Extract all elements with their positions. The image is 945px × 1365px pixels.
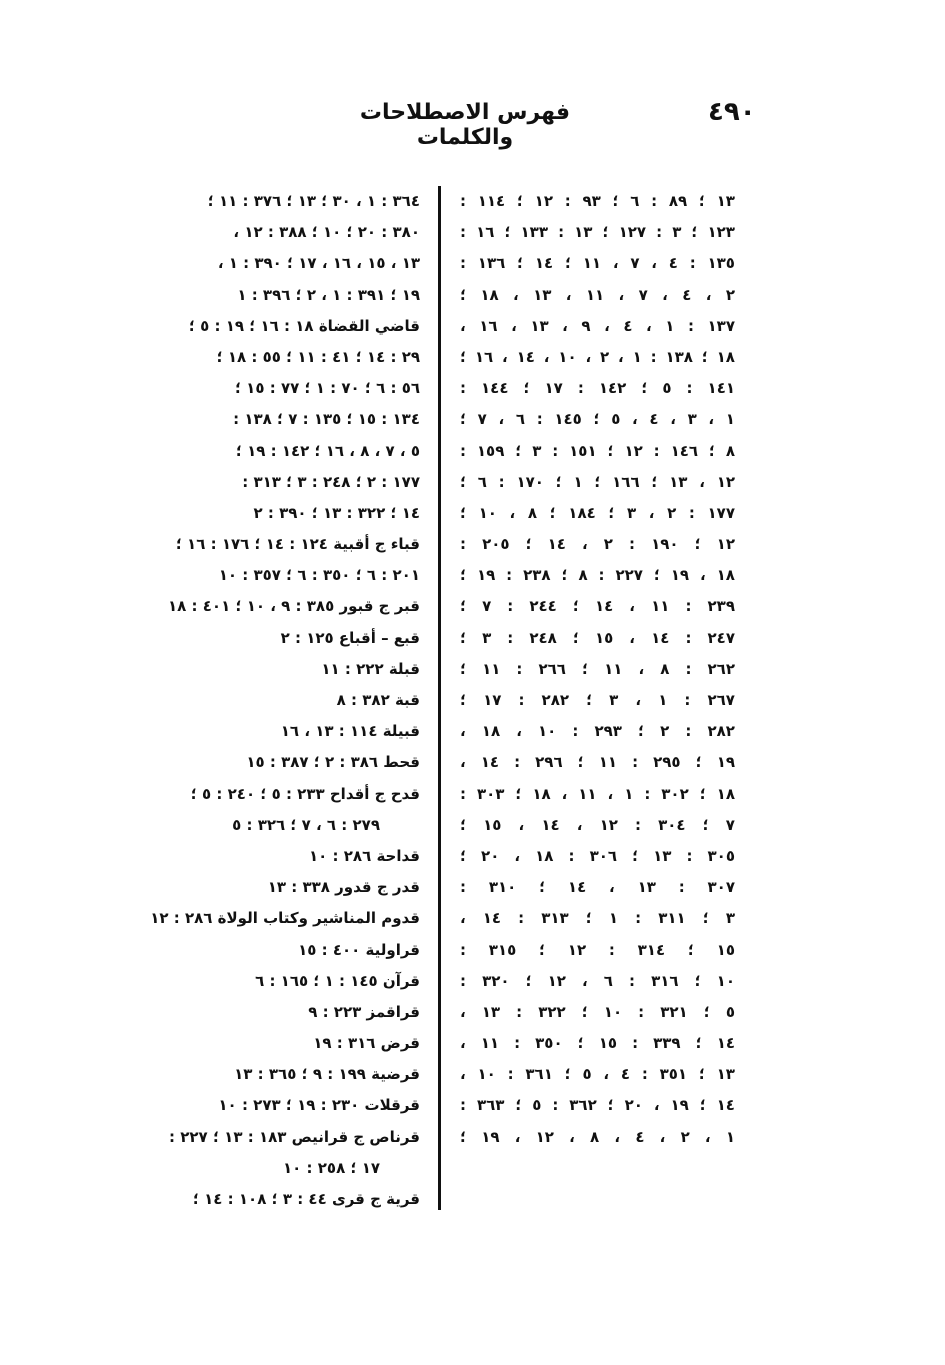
index-line: ٣٠٧ : ١٣ ، ١٤ ؛ ٣١٠ :: [460, 878, 735, 897]
index-line: ١٣ ؛ ٣٥١ : ٤ ، ٥ ؛ ٣٦١ : ١٠ ،: [460, 1065, 735, 1084]
index-line: ٢٧٩ : ٦ ، ٧ ؛ ٣٢٦ : ٥: [232, 815, 380, 834]
index-line: ١٣٥ : ٤ ، ٧ ، ١١ ؛ ١٤ ؛ ١٣٦ :: [460, 254, 735, 273]
index-line: ١٣ ؛ ٨٩ : ٦ ؛ ٩٣ : ١٢ ؛ ١١٤ :: [460, 192, 735, 210]
index-line: ١ ، ٣ ، ٤ ، ٥ ؛ ١٤٥ : ٦ ، ٧ ؛: [460, 410, 735, 429]
index-line: ١٤ ؛ ٣٣٩ : ١٥ ؛ ٣٥٠ : ١١ ،: [460, 1034, 735, 1053]
index-line: ٢٦٢ : ٨ ، ١١ ؛ ٢٦٦ : ١١ ؛: [460, 659, 735, 678]
index-line: ١٧٧ : ٢ ؛ ٢٤٨ : ٣ ؛ ٣١٣ :: [242, 472, 420, 491]
index-line: قدح ج أقداح ٢٣٣ : ٥ ؛ ٢٤٠ : ٥ ؛: [190, 784, 420, 803]
index-line: ٨ ؛ ١٤٦ : ١٢ ؛ ١٥١ : ٣ ؛ ١٥٩ :: [460, 441, 735, 460]
index-line: قبلة ٢٢٢ : ١١: [321, 659, 420, 678]
index-line: ٥٦ : ٦ ؛ ٧٠ : ١ ؛ ٧٧ : ١٥ ؛: [234, 379, 420, 398]
index-line: ٣٦٤ : ١ ، ٣٠ ؛ ١٣ ؛ ٣٧٦ : ١١ ؛: [207, 192, 420, 210]
index-line: ٢٨٢ : ٢ ؛ ٢٩٣ : ١٠ ، ١٨ ،: [460, 722, 735, 741]
index-line: قبة ٣٨٢ : ٨: [336, 691, 420, 709]
index-line: قحط ٣٨٦ : ٢ ؛ ٣٨٧ : ١٥: [246, 753, 420, 772]
index-line: ١٩ ؛ ٣٩١ : ١ ، ٢ ؛ ٣٩٦ : ١: [237, 285, 420, 304]
index-line: ٢٣٩ : ١١ ، ١٤ ؛ ٢٤٤ : ٧ ؛: [460, 597, 735, 616]
index-line: قرناص ج قرانيص ١٨٣ : ١٣ ؛ ٢٢٧ :: [169, 1127, 420, 1146]
index-line: ١٠ ؛ ٣١٦ : ٦ ، ١٢ ؛ ٣٢٠ :: [460, 971, 735, 990]
index-line: قراقمز ٢٢٣ : ٩: [308, 1002, 420, 1021]
index-line: قاضي القضاة ١٨ : ١٦ ؛ ١٩ : ٥ ؛: [188, 316, 420, 335]
index-line: ١٤ ؛ ٣٢٢ : ١٣ ؛ ٣٩٠ : ٢: [253, 503, 420, 522]
index-line: ٢٤٧ : ١٤ ، ١٥ ؛ ٢٤٨ : ٣ ؛: [460, 628, 735, 647]
index-line: قبع – أقباع ١٢٥ : ٢: [280, 628, 420, 647]
index-line: ١٣٧ : ١ ، ٤ ، ٩ ، ١٣ ، ١٦ ،: [460, 316, 735, 335]
index-line: قرية ج قرى ٤٤ : ٣ ؛ ١٠٨ : ١٤ ؛: [192, 1190, 420, 1208]
index-line: قدوم المناشير وكتاب الولاة ٢٨٦ : ١٢: [150, 909, 420, 928]
index-column-right: [460, 186, 735, 1153]
index-line: قبيلة ١١٤ : ١٣ ، ١٦: [280, 722, 420, 741]
index-line: ١٩ ؛ ٢٩٥ : ١١ ؛ ٢٩٦ : ١٤ ،: [460, 753, 735, 772]
index-line: ١٣٤ : ١٥ ؛ ١٣٥ : ٧ ؛ ١٣٨ :: [233, 410, 420, 429]
running-title: فهرس الاصطلاحات والكلمات: [359, 100, 571, 150]
index-line: ١٧٧ : ٢ ، ٣ ؛ ١٨٤ ؛ ٨ ، ١٠ ؛: [460, 503, 735, 522]
index-line: قرض ٣١٦ : ١٩: [313, 1034, 420, 1053]
index-line: قرضية ١٩٩ : ٩ ؛ ٣٦٥ : ١٣: [234, 1065, 420, 1084]
index-line: ١٢٣ ؛ ٣ : ١٢٧ ؛ ١٣ : ١٣٣ ؛ ١٦ :: [460, 223, 735, 242]
index-line: ٢ ، ٤ ، ٧ ، ١١ ، ١٣ ، ١٨ ؛: [460, 285, 735, 304]
index-line: قباء ج أقبية ١٢٤ : ١٤ ؛ ١٧٦ : ١٦ ؛: [175, 535, 420, 554]
index-line: ١٥ ؛ ٣١٤ : ١٢ ؛ ٣١٥ :: [460, 940, 735, 959]
index-line: ١٤ ؛ ١٩ ، ٢٠ ؛ ٣٦٢ : ٥ ؛ ٣٦٣ :: [460, 1096, 735, 1115]
index-line: ٢٠١ : ٦ ؛ ٣٥٠ : ٦ ؛ ٣٥٧ : ١٠: [218, 566, 420, 585]
index-line: ١ ، ٢ ، ٤ ، ٨ ، ١٢ ، ١٩ ؛: [460, 1127, 735, 1146]
column-divider: [438, 186, 441, 1210]
index-line: ٥ ؛ ٣٢١ : ١٠ ؛ ٣٢٢ : ١٣ ،: [460, 1002, 735, 1021]
index-line: قبر ج قبور ٣٨٥ : ٩ ، ١٠ ؛ ٤٠١ : ١٨: [168, 597, 420, 616]
index-line: ١٨ ، ١٩ ؛ ٢٢٧ : ٨ ؛ ٢٣٨ : ١٩ ؛: [460, 566, 735, 585]
index-line: ٢٩ : ١٤ ؛ ٤١ : ١١ ؛ ٥٥ : ١٨ ؛: [216, 347, 420, 366]
index-line: ١٢ ، ١٣ ؛ ١٦٦ ؛ ١ ؛ ١٧٠ : ٦ ؛: [460, 472, 735, 491]
index-line: ٧ ؛ ٣٠٤ : ١٢ ، ١٤ ، ١٥ ؛: [460, 815, 735, 834]
index-line: قرقلات ٢٣٠ : ١٩ ؛ ٢٧٣ : ١٠: [218, 1096, 420, 1115]
index-line: ٣ ؛ ٣١١ : ١ ؛ ٣١٣ : ١٤ ،: [460, 909, 735, 928]
index-line: ٣٨٠ : ٢٠ ؛ ١٠ ؛ ٣٨٨ : ١٢ ،: [233, 223, 420, 242]
index-line: قرآن ١٤٥ : ١ ؛ ١٦٥ : ٦: [255, 971, 420, 990]
index-line: ١٨ ؛ ٣٠٢ : ١ ، ١١ ، ١٨ ؛ ٣٠٣ :: [460, 784, 735, 803]
index-line: ١٢ ؛ ١٩٠ : ٢ ، ١٤ ؛ ٢٠٥ :: [460, 535, 735, 554]
index-line: ١٤١ : ٥ ؛ ١٤٢ : ١٧ ؛ ١٤٤ :: [460, 379, 735, 398]
index-column-left: [120, 186, 420, 1215]
page-number: ٤٩٠: [708, 97, 756, 127]
index-line: ٥ ، ٧ ، ٨ ، ١٦ ؛ ١٤٢ : ١٩ ؛: [235, 441, 420, 460]
index-line: قراولية ٤٠٠ : ١٥: [298, 940, 420, 959]
index-line: ٣٠٥ : ١٣ ؛ ٣٠٦ : ١٨ ، ٢٠ ؛: [460, 846, 735, 865]
index-line: ١٧ ؛ ٢٥٨ : ١٠: [283, 1158, 380, 1177]
index-line: قداحة ٢٨٦ : ١٠: [309, 846, 420, 865]
index-line: ٢٦٧ : ١ ، ٣ ؛ ٢٨٢ : ١٧ ؛: [460, 691, 735, 709]
index-line: ١٨ ؛ ١٣٨ : ١ ، ٢ ، ١٠ ، ١٤ ، ١٦ ؛: [460, 347, 735, 366]
index-line: ١٣ ، ١٥ ، ١٦ ، ١٧ ؛ ٣٩٠ : ١ ،: [217, 254, 420, 273]
index-line: قدر ج قدور ٣٣٨ : ١٣: [267, 878, 420, 897]
